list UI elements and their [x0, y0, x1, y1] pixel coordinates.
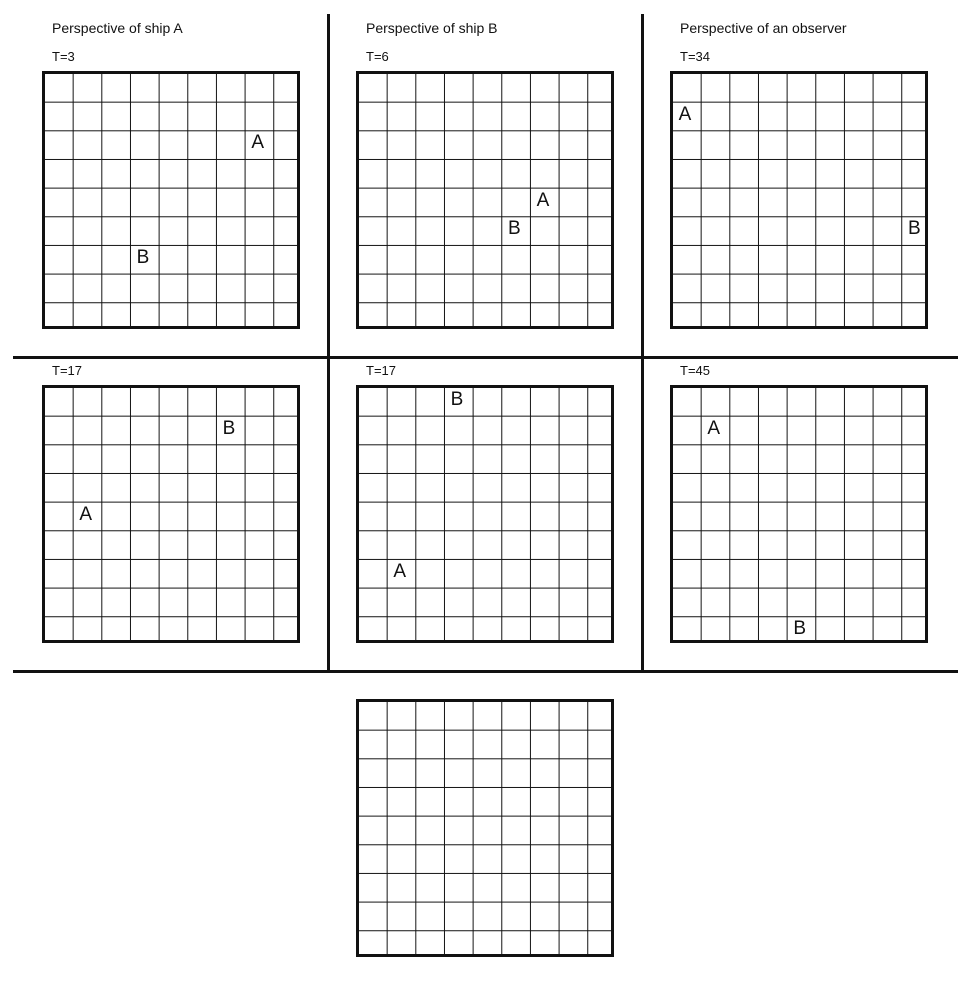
time-label-a-bottom: T=17: [52, 363, 82, 378]
time-label-observer-top: T=34: [680, 49, 710, 64]
ship-label-b: B: [222, 417, 236, 439]
time-label-a-top: T=3: [52, 49, 75, 64]
grid-ship-a-top: [42, 71, 300, 329]
horizontal-divider-middle: [13, 356, 958, 359]
ship-label-b: B: [450, 389, 464, 410]
ship-label-a: A: [678, 103, 692, 125]
grid-ship-b-bottom: [356, 385, 614, 643]
column-title-ship-a: Perspective of ship A: [52, 20, 183, 36]
grid-ship-a-bottom: [42, 385, 300, 643]
ship-label-a: A: [536, 189, 550, 211]
ship-label-b: B: [793, 618, 806, 640]
horizontal-divider-bottom: [13, 670, 958, 673]
vertical-divider-right: [641, 14, 644, 671]
time-label-b-top: T=6: [366, 49, 389, 64]
column-title-ship-b: Perspective of ship B: [366, 20, 498, 36]
vertical-divider-left: [327, 14, 330, 671]
column-title-observer: Perspective of an observer: [680, 20, 847, 36]
answer-grid[interactable]: [356, 699, 614, 957]
time-label-b-bottom: T=17: [366, 363, 396, 378]
ship-label-a: A: [79, 503, 92, 525]
time-label-observer-bottom: T=45: [680, 363, 710, 378]
ship-label-b: B: [136, 247, 150, 268]
ship-label-a: A: [707, 417, 720, 439]
grid-observer-bottom: [670, 385, 928, 643]
grid-observer-top: [670, 71, 928, 329]
ship-label-b: B: [907, 218, 921, 240]
grid-ship-b-top: [356, 71, 614, 329]
ship-label-a: A: [251, 132, 264, 154]
ship-label-a: A: [393, 561, 406, 582]
ship-label-b: B: [507, 218, 521, 240]
